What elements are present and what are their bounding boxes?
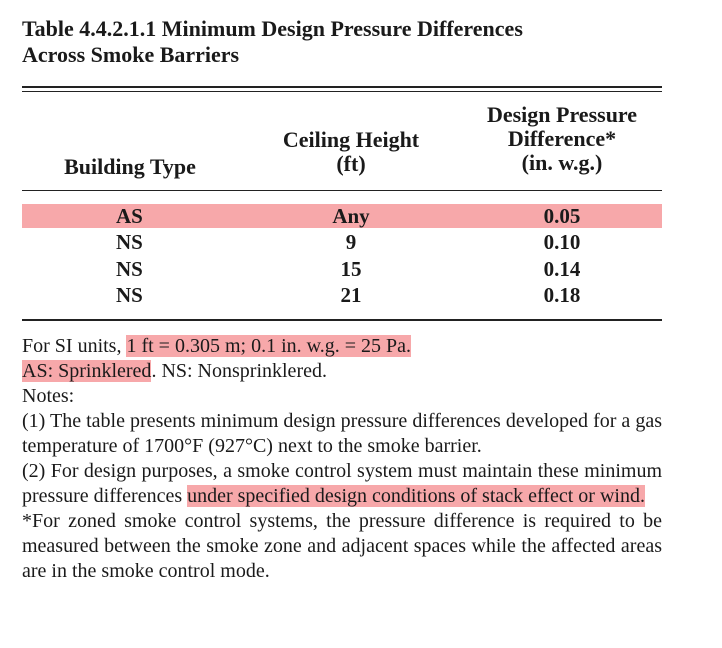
header-pressure-line-1: Design Pressure (486, 102, 638, 127)
si-units-note (22, 334, 662, 359)
cell-ceiling-height: Any (332, 204, 370, 228)
note-2 (22, 459, 662, 509)
table-notes (22, 334, 662, 584)
cell-ceiling-height: 9 (345, 230, 357, 254)
table-row (22, 283, 662, 307)
cell-pressure-value: 0.10 (543, 230, 581, 254)
cell-ceiling-height: 15 (340, 257, 362, 281)
si-units-highlight: 1 ft = 0.305 m; 0.1 in. w.g. = 25 Pa. (126, 335, 412, 357)
table-title (22, 16, 702, 68)
note-2-text: (2) For design purposes, a smoke control system must maintain these minimum pressure differences (22, 460, 662, 507)
table-row (22, 204, 662, 228)
header-ceiling-height (262, 128, 440, 176)
header-ceiling-height-line-2: (ft) (336, 151, 366, 176)
header-building-type: Building Type (64, 154, 196, 179)
header-pressure-line-3: (in. w.g.) (521, 150, 603, 175)
si-units-prefix: For SI units, (22, 335, 127, 357)
cell-pressure-value: 0.18 (543, 283, 581, 307)
abbreviation-note (22, 359, 662, 384)
ns-abbreviation: . NS: Nonsprinklered. (151, 360, 327, 382)
table-title-line-1: Table 4.4.2.1.1 Minimum Design Pressure Differences (22, 16, 523, 41)
note-1: (1) The table presents minimum design pressure differences developed for a gas temperature of 1700°F (927°C) next to the smoke barrier. (22, 410, 662, 457)
header-pressure-line-2: Difference* (507, 126, 617, 151)
bottom-rule (22, 319, 662, 321)
as-abbreviation-highlight: AS: Sprinklered (22, 360, 152, 382)
notes-label: Notes: (22, 385, 75, 407)
cell-ceiling-height: 21 (340, 283, 362, 307)
cell-building-type: NS (116, 230, 143, 254)
cell-building-type: NS (116, 283, 143, 307)
note-2-highlight: under specified design conditions of stack effect or wind. (187, 485, 645, 507)
table-row (22, 257, 662, 281)
header-design-pressure (462, 103, 662, 175)
table-title-line-2: Across Smoke Barriers (22, 42, 240, 67)
top-rule-thin (22, 91, 662, 92)
header-rule (22, 190, 662, 191)
top-rule-thick (22, 86, 662, 88)
header-ceiling-height-line-1: Ceiling Height (282, 127, 420, 152)
cell-building-type: AS (116, 204, 143, 228)
cell-pressure-value: 0.05 (543, 204, 581, 228)
cell-pressure-value: 0.14 (543, 257, 581, 281)
table-row (22, 230, 662, 254)
footnote: *For zoned smoke control systems, the pressure difference is required to be measured between the smoke zone and adjacent spaces while the affected areas are in the smoke control mode. (22, 510, 662, 582)
cell-building-type: NS (116, 257, 143, 281)
